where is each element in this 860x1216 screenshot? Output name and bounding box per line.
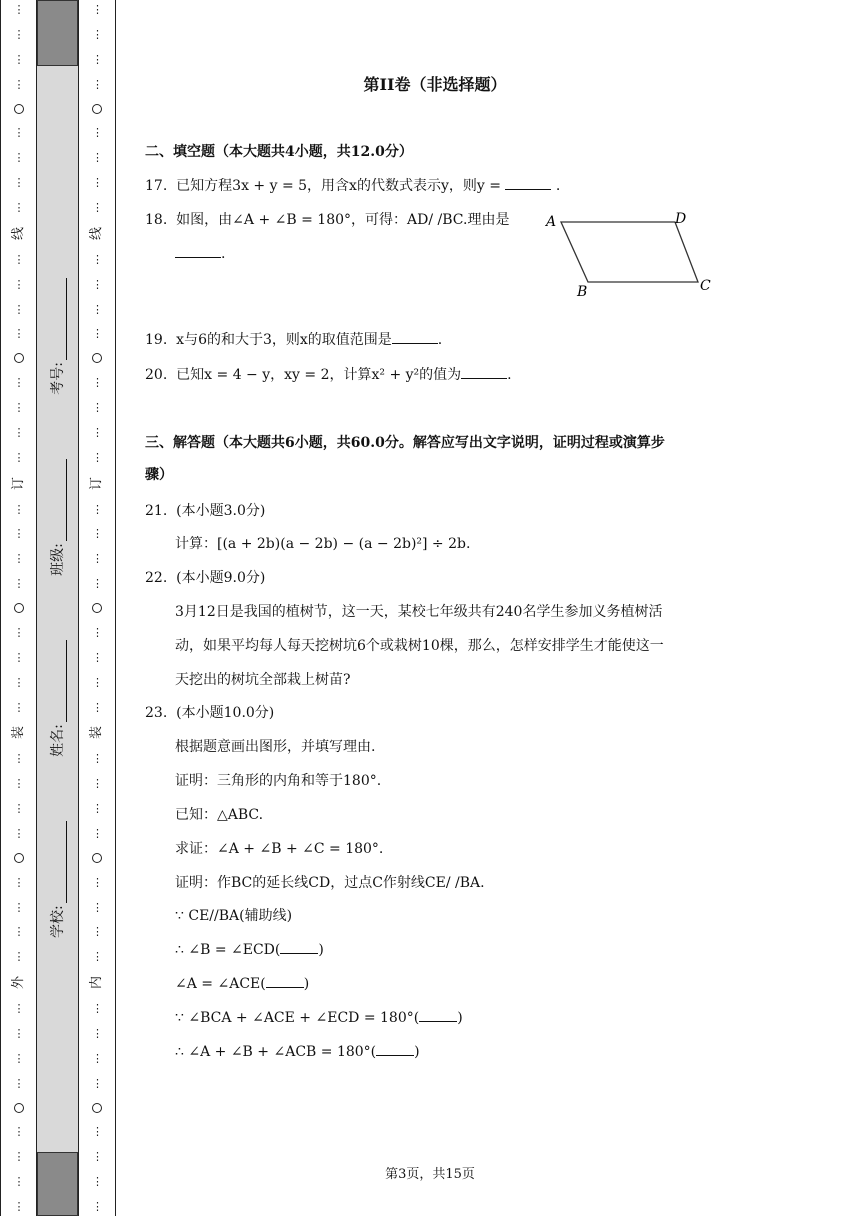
answer-blank-17[interactable]: [505, 175, 551, 190]
page-footer: 第3页，共15页: [385, 1167, 475, 1182]
outer-binding-char: 外: [10, 976, 26, 990]
outer-binding-dot: ⋮: [13, 201, 24, 214]
inner-binding-dot: ⋮: [92, 277, 102, 291]
school-field[interactable]: 学校:: [47, 821, 67, 938]
outer-binding-circle: [14, 104, 24, 114]
outer-binding-dot: ⋮: [13, 527, 24, 541]
inner-binding-dot: ⋮: [92, 925, 102, 939]
outer-binding-dot: ⋮: [13, 1150, 24, 1164]
question-22-line2: 动，如果平均每人每天挖树坑6个或栽树10棵，那么，怎样安排学生才能使这一: [175, 638, 664, 654]
inner-binding-dot: ⋮: [92, 625, 102, 639]
inner-binding-dot: ⋮: [92, 552, 102, 566]
outer-binding-dot: ⋮: [13, 625, 24, 639]
outer-binding-strip: [0, 0, 37, 1216]
outer-binding-dot: ⋮: [13, 252, 24, 266]
outer-binding-dot: ⋮: [13, 925, 24, 939]
outer-binding-dot: ⋮: [13, 1051, 24, 1065]
inner-dot-column: [79, 4, 115, 1212]
inner-binding-dot: ⋮: [92, 700, 102, 714]
section-answer-heading-line1: 三、解答题（本大题共6小题，共60.0分。解答应写出文字说明，证明过程或演算步: [145, 435, 665, 451]
outer-binding-dot: ⋮: [13, 675, 24, 689]
reason-blank-1[interactable]: [280, 939, 318, 954]
outer-binding-char: 订: [10, 476, 26, 490]
outer-binding-dot: ⋮: [13, 1076, 24, 1090]
q23-line-2: 证明：三角形的内角和等于180°.: [175, 773, 382, 789]
outer-binding-circle: [14, 353, 24, 363]
parallelogram-shape: [561, 222, 698, 282]
outer-binding-dot: ⋮: [13, 176, 24, 190]
q23-line-1: 根据题意画出图形，并填写理由.: [175, 739, 376, 755]
outer-binding-dot: ⋮: [13, 1175, 24, 1189]
inner-binding-dot: ⋮: [92, 201, 102, 214]
outer-binding-char: 线: [10, 226, 26, 240]
outer-binding-dot: ⋮: [13, 327, 24, 341]
outer-binding-dot: ⋮: [13, 777, 24, 791]
inner-binding-dot: ⋮: [92, 176, 102, 190]
outer-dot-column: [1, 4, 36, 1212]
question-18-answer: .: [175, 243, 225, 262]
question-22-line3: 天挖出的树坑全部栽上树苗?: [175, 672, 351, 688]
inner-binding-dot: ⋮: [92, 502, 102, 516]
inner-binding-dot: ⋮: [92, 577, 102, 591]
question-17: 17. 已知方程3x + y = 5，用含x的代数式表示y，则y = .: [145, 175, 560, 195]
reason-blank-2[interactable]: [266, 973, 304, 988]
inner-binding-dot: ⋮: [92, 900, 102, 914]
inner-binding-circle: [92, 104, 102, 114]
inner-binding-dot: ⋮: [92, 425, 102, 439]
outer-binding-dot: ⋮: [13, 151, 24, 165]
inner-binding-dot: ⋮: [92, 151, 102, 165]
inner-binding-strip: [78, 0, 116, 1216]
outer-binding-dot: ⋮: [13, 1002, 24, 1015]
outer-binding-dot: ⋮: [13, 650, 24, 664]
outer-binding-circle: [14, 603, 24, 613]
q23-line-10: ∴ ∠A + ∠B + ∠ACB = 180°( ): [175, 1041, 420, 1060]
q23-line-4: 求证：∠A + ∠B + ∠C = 180°.: [175, 841, 384, 857]
inner-binding-dot: ⋮: [92, 1076, 102, 1090]
inner-binding-circle: [92, 353, 102, 363]
inner-binding-dot: ⋮: [92, 126, 102, 140]
inner-binding-dot: ⋮: [92, 1175, 102, 1189]
outer-binding-dot: ⋮: [13, 27, 24, 41]
inner-binding-dot: ⋮: [92, 527, 102, 541]
q23-line-7: ∴ ∠B = ∠ECD( ): [175, 939, 324, 958]
q23-line-8: ∠A = ∠ACE( ): [175, 973, 309, 992]
outer-binding-dot: ⋮: [13, 450, 24, 464]
vertex-label-b: B: [577, 284, 588, 298]
inner-binding-dot: ⋮: [92, 777, 102, 791]
outer-binding-dot: ⋮: [13, 77, 24, 91]
outer-binding-dot: ⋮: [13, 126, 24, 140]
outer-binding-dot: ⋮: [13, 425, 24, 439]
question-21-text: 计算：[(a + 2b)(a − 2b) − (a − 2b)²] ÷ 2b.: [175, 536, 471, 552]
inner-binding-circle: [92, 1103, 102, 1113]
inner-binding-dot: ⋮: [92, 450, 102, 464]
outer-binding-dot: ⋮: [13, 752, 24, 766]
inner-binding-dot: ⋮: [92, 252, 102, 266]
vertex-label-c: C: [700, 278, 711, 294]
outer-binding-dot: ⋮: [13, 376, 24, 390]
inner-binding-dot: ⋮: [92, 802, 102, 815]
inner-binding-dot: ⋮: [92, 327, 102, 341]
inner-binding-dot: ⋮: [92, 1002, 102, 1015]
vertex-label-d: D: [675, 211, 687, 227]
answer-blank-18[interactable]: [175, 243, 221, 258]
reason-blank-3[interactable]: [419, 1007, 457, 1022]
outer-binding-dot: ⋮: [13, 502, 24, 516]
inner-binding-char: 订: [89, 476, 105, 490]
inner-binding-dot: ⋮: [92, 302, 102, 316]
outer-binding-dot: ⋮: [13, 950, 24, 964]
inner-binding-circle: [92, 603, 102, 613]
inner-binding-dot: ⋮: [92, 401, 102, 414]
outer-binding-circle: [14, 853, 24, 863]
outer-binding-char: 装: [10, 726, 26, 740]
inner-binding-dot: ⋮: [92, 950, 102, 964]
question-23-header: 23. (本小题10.0分): [145, 705, 275, 721]
inner-binding-dot: ⋮: [92, 77, 102, 91]
inner-binding-dot: ⋮: [92, 675, 102, 689]
class-field[interactable]: 班级:: [47, 459, 67, 576]
question-21-header: 21. (本小题3.0分): [145, 503, 266, 519]
inner-binding-dot: ⋮: [92, 1200, 102, 1213]
question-18: 18. 如图，由∠A + ∠B = 180°，可得：AD/ /BC.理由是: [145, 212, 510, 228]
inner-binding-dot: ⋮: [92, 376, 102, 390]
name-field[interactable]: 姓名:: [47, 640, 67, 757]
outer-binding-dot: ⋮: [13, 1200, 24, 1213]
vertex-label-a: A: [546, 214, 557, 230]
outer-binding-dot: ⋮: [13, 875, 24, 889]
inner-binding-dot: ⋮: [92, 3, 102, 16]
outer-binding-dot: ⋮: [13, 700, 24, 714]
inner-binding-dot: ⋮: [92, 1150, 102, 1164]
outer-binding-dot: ⋮: [13, 577, 24, 591]
question-22-header: 22. (本小题9.0分): [145, 570, 266, 586]
inner-binding-dot: ⋮: [92, 752, 102, 766]
inner-binding-dot: ⋮: [92, 52, 102, 66]
gray-band-top-block: [37, 0, 78, 66]
outer-binding-dot: ⋮: [13, 277, 24, 291]
inner-binding-char: 装: [89, 726, 105, 740]
question-20: 20. 已知x = 4 − y，xy = 2，计算x² + y²的值为 .: [145, 364, 512, 384]
inner-binding-circle: [92, 853, 102, 863]
outer-binding-dot: ⋮: [13, 802, 24, 815]
outer-binding-dot: ⋮: [13, 401, 24, 414]
inner-binding-dot: ⋮: [92, 826, 102, 840]
answer-blank-19[interactable]: [392, 329, 438, 344]
outer-binding-dot: ⋮: [13, 3, 24, 16]
inner-binding-dot: ⋮: [92, 27, 102, 41]
inner-binding-char: 线: [89, 226, 105, 240]
q23-line-6: ∵ CE//BA(辅助线): [175, 908, 293, 924]
parallelogram-figure: [543, 206, 718, 298]
inner-binding-dot: ⋮: [92, 1051, 102, 1065]
outer-binding-dot: ⋮: [13, 302, 24, 316]
q23-line-9: ∵ ∠BCA + ∠ACE + ∠ECD = 180°( ): [175, 1007, 463, 1026]
q23-line-3: 已知：△ABC.: [175, 807, 264, 823]
page-title: 第II卷（非选择题）: [363, 75, 507, 94]
answer-blank-20[interactable]: [461, 364, 507, 379]
question-22-line1: 3月12日是我国的植树节，这一天，某校七年级共有240名学生参加义务植树活: [175, 604, 663, 620]
exam-number-field[interactable]: 考号:: [47, 278, 67, 395]
section-fill-blank-heading: 二、填空题（本大题共4小题，共12.0分）: [145, 144, 413, 160]
inner-binding-dot: ⋮: [92, 1026, 102, 1040]
inner-binding-char: 内: [89, 976, 105, 990]
outer-binding-dot: ⋮: [13, 552, 24, 566]
inner-binding-dot: ⋮: [92, 650, 102, 664]
q23-line-5: 证明：作BC的延长线CD，过点C作射线CE/ /BA.: [175, 875, 485, 891]
outer-binding-dot: ⋮: [13, 1026, 24, 1040]
outer-binding-dot: ⋮: [13, 826, 24, 840]
inner-binding-dot: ⋮: [92, 875, 102, 889]
reason-blank-4[interactable]: [376, 1041, 414, 1056]
outer-binding-dot: ⋮: [13, 1125, 24, 1139]
outer-binding-dot: ⋮: [13, 52, 24, 66]
outer-binding-circle: [14, 1103, 24, 1113]
gray-band-bottom-block: [37, 1152, 78, 1216]
section-answer-heading-line2: 骤）: [145, 467, 173, 483]
question-19: 19. x与6的和大于3，则x的取值范围是 .: [145, 329, 442, 349]
outer-binding-dot: ⋮: [13, 900, 24, 914]
inner-binding-dot: ⋮: [92, 1125, 102, 1139]
